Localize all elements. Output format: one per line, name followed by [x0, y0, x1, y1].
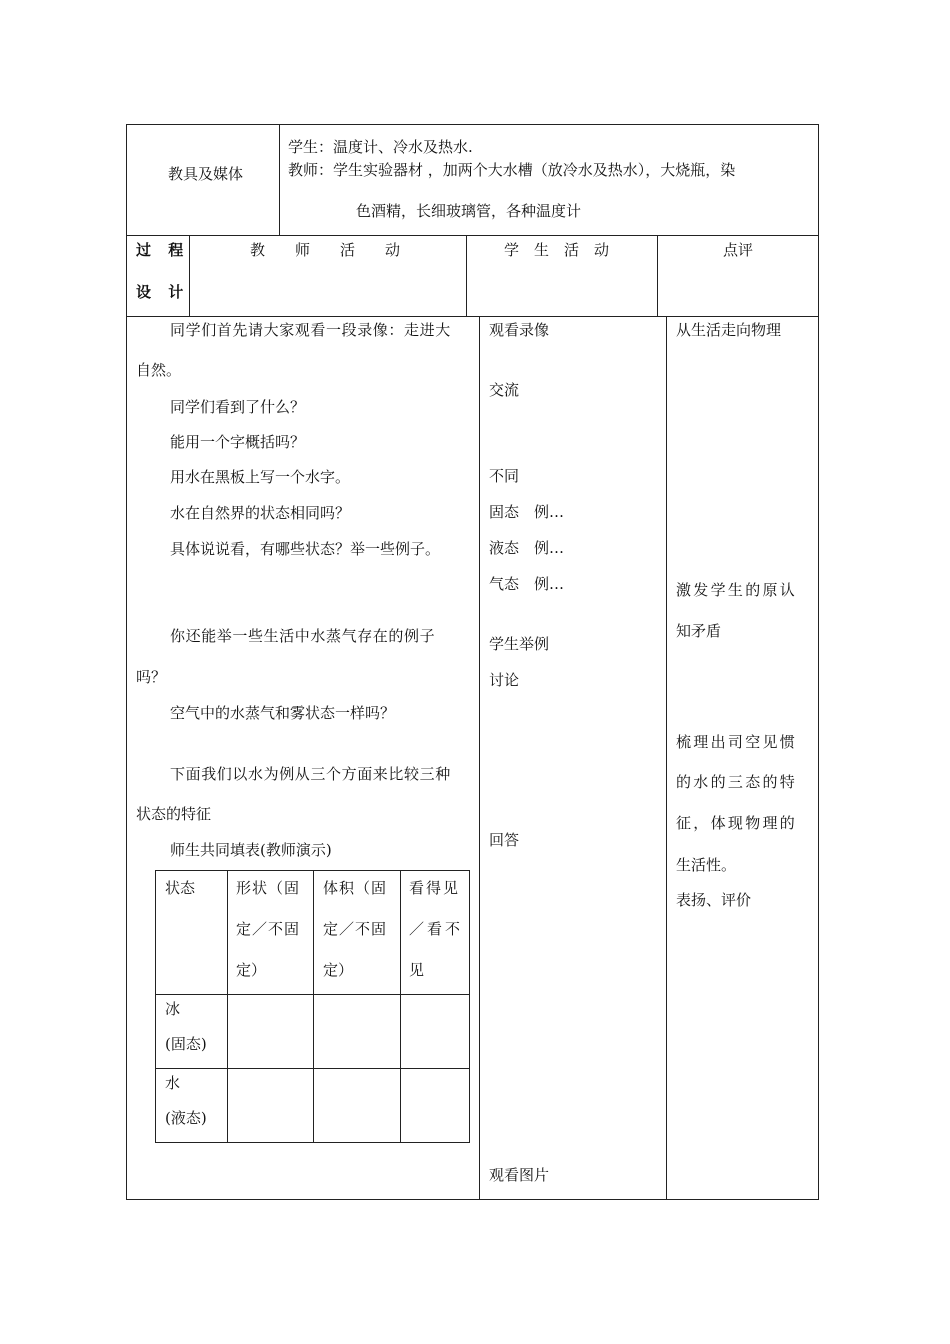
- inner-header-visible-c: 见: [409, 961, 425, 979]
- inner-table-col2: [313, 870, 314, 1143]
- teacher-text-p10: 师生共同填表(教师演示): [170, 841, 332, 859]
- teacher-text-p7a: 你还能举一些生活中水蒸气存在的例子: [170, 627, 436, 645]
- inner-row-water: 水: [165, 1074, 181, 1092]
- student-text-10: 观看图片: [489, 1166, 550, 1184]
- teacher-text-p1a: 同学们首先请大家观看一段录像：走进大: [170, 321, 451, 339]
- inner-row-ice: 冰: [165, 1000, 181, 1018]
- teacher-text-p6: 具体说说看，有哪些状态？举一些例子。: [170, 540, 441, 558]
- header-col-divider: [279, 124, 280, 236]
- student-text-1: 观看录像: [489, 321, 550, 339]
- row-divider-2: [126, 316, 819, 317]
- comment-text-3c: 征，体现物理的: [676, 814, 798, 832]
- comment-text-3d: 生活性。: [676, 856, 737, 874]
- comment-text-3a: 梳理出司空见惯: [676, 733, 798, 751]
- inner-row-water-state: (液态): [165, 1109, 207, 1127]
- table-border-left: [126, 124, 127, 1200]
- col-header-teacher: 教 师 活 动: [250, 241, 401, 259]
- inner-table-col3: [400, 870, 401, 1143]
- teacher-text-p9b: 状态的特征: [136, 805, 212, 823]
- col-header-comment: 点评: [723, 241, 754, 259]
- inner-table-col4: [469, 870, 470, 1143]
- table-border-right: [818, 124, 819, 1200]
- inner-table-col1: [227, 870, 228, 1143]
- teacher-text-p7b: 吗？: [136, 668, 167, 686]
- student-equipment: 学生：温度计、冷水及热水.: [288, 138, 473, 156]
- teacher-equipment-line2: 色酒精，长细玻璃管，各种温度计: [356, 202, 582, 220]
- student-text-4: 固态 例…: [489, 503, 565, 521]
- process-label-top: 过 程: [136, 241, 190, 259]
- inner-header-volume-b: 定／不固: [323, 920, 388, 938]
- inner-header-visible-a: 看得见: [409, 879, 461, 897]
- inner-row-ice-state: (固态): [165, 1035, 207, 1053]
- process-label-bottom: 设 计: [136, 283, 190, 301]
- inner-header-volume-c: 定）: [323, 961, 354, 979]
- teacher-text-p9a: 下面我们以水为例从三个方面来比较三种: [170, 765, 451, 783]
- table-border-top: [126, 124, 819, 125]
- teacher-text-p5: 水在自然界的状态相同吗？: [170, 504, 351, 522]
- process-col-divider-3: [657, 235, 658, 317]
- comment-text-2b: 知矛盾: [676, 622, 722, 640]
- student-text-2: 交流: [489, 381, 520, 399]
- comment-text-1: 从生活走向物理: [676, 321, 782, 339]
- media-label: 教具及媒体: [168, 165, 244, 183]
- student-text-9: 回答: [489, 831, 520, 849]
- teacher-text-p1b: 自然。: [136, 361, 182, 379]
- inner-header-shape-b: 定／不固: [236, 920, 301, 938]
- comment-text-2a: 激发学生的原认: [676, 581, 798, 599]
- teacher-text-p3: 能用一个字概括吗？: [170, 433, 306, 451]
- col-header-student: 学 生 活 动: [504, 241, 610, 259]
- inner-header-volume-a: 体积（固: [323, 879, 388, 897]
- body-col-divider-1: [479, 316, 480, 1200]
- comment-text-4: 表扬、评价: [676, 891, 752, 909]
- teacher-text-p4: 用水在黑板上写一个水字。: [170, 468, 351, 486]
- student-text-7: 学生举例: [489, 635, 550, 653]
- student-text-8: 讨论: [489, 671, 520, 689]
- inner-header-state: 状态: [165, 879, 196, 897]
- inner-header-shape-a: 形状（固: [236, 879, 301, 897]
- student-text-5: 液态 例…: [489, 539, 565, 557]
- teacher-equipment-line1: 教师：学生实验器材 ，加两个大水槽（放冷水及热水），大烧瓶，染: [288, 161, 736, 179]
- inner-header-visible-b: ／看不: [409, 920, 464, 938]
- student-text-3: 不同: [489, 467, 520, 485]
- inner-table-col0: [155, 870, 156, 1143]
- comment-text-3b: 的水的三态的特: [676, 773, 798, 791]
- inner-header-shape-c: 定）: [236, 961, 267, 979]
- teacher-text-p2: 同学们看到了什么？: [170, 398, 306, 416]
- body-col-divider-2: [666, 316, 667, 1200]
- teacher-text-p8: 空气中的水蒸气和雾状态一样吗？: [170, 704, 396, 722]
- table-border-bottom: [126, 1199, 819, 1200]
- row-divider-1: [126, 235, 819, 236]
- process-col-divider-2: [466, 235, 467, 317]
- student-text-6: 气态 例…: [489, 575, 565, 593]
